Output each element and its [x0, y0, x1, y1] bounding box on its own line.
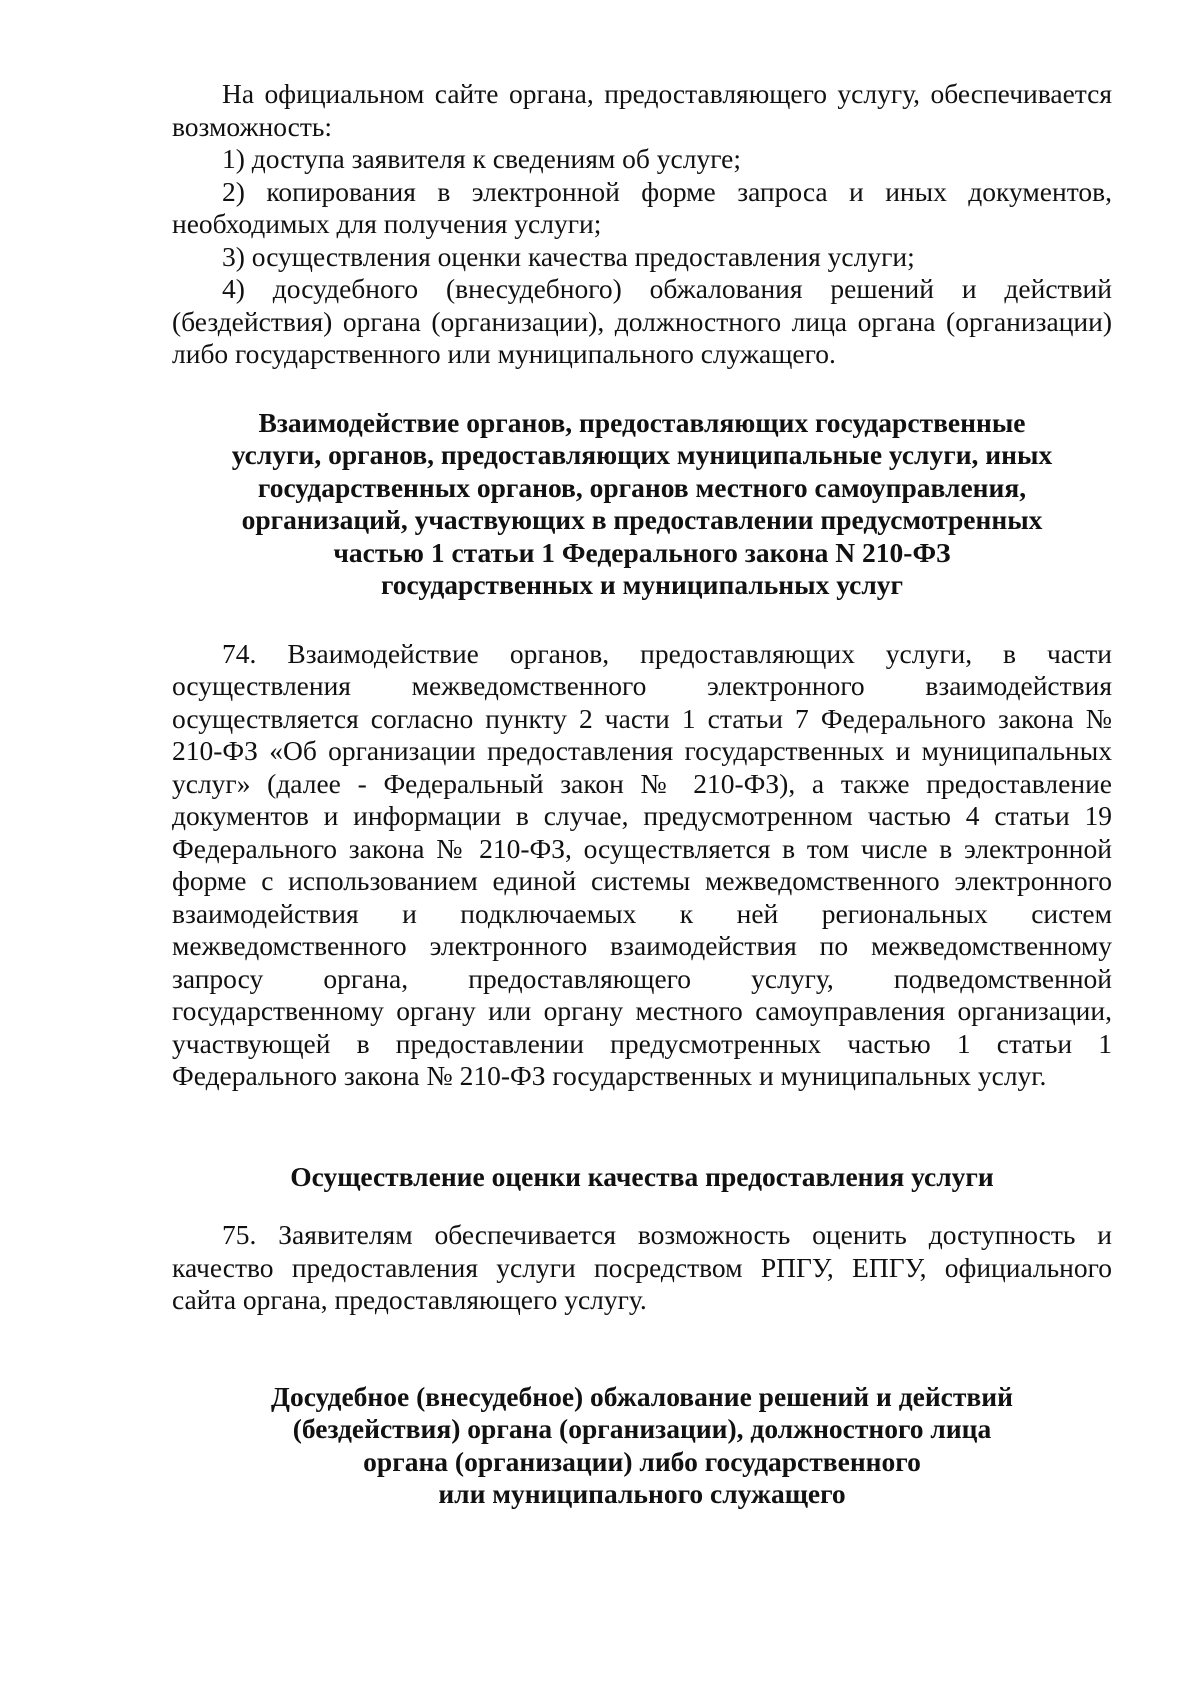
heading-line: (бездействия) органа (организации), должностного лица [292, 1413, 992, 1444]
intro-lead: На официальном сайте органа, предоставляющего услугу, обеспечивается возможность: [172, 78, 1112, 142]
section-heading-interaction [172, 407, 1112, 602]
heading-line: или муниципального служащего [438, 1478, 846, 1509]
paragraph-74: 74. Взаимодействие органов, предоставляющих услуги, в части осуществления межведомственного электронного взаимодействия осуществляется согласно пункту 2 части 1 статьи 7 Федерального закона № 210-ФЗ «Об организации предоставления государственных и муниципальных услуг» (далее - Федеральный закон № 210-ФЗ), а также предоставление документов и информации в случае, предусмотренном частью 4 статьи 19 Федерального закона № 210-ФЗ, осуществляется в том числе в электронной форме с использованием единой системы межведомственного электронного взаимодействия и подключаемых к ней региональных систем межведомственного электронного взаимодействия по межведомственному запросу органа, предоставляющего услугу, подведомственной государственному органу или органу местного самоуправления организации, участвующей в предоставлении предусмотренных частью 1 статьи 1 Федерального закона № 210-ФЗ государственных и муниципальных услуг. [172, 637, 1112, 1091]
heading-line: Досудебное (внесудебное) обжалование решений и действий [271, 1380, 1013, 1412]
heading-line: услуги, органов, предоставляющих муниципальные услуги, иных [231, 439, 1053, 470]
intro-item-2: 2) копирования в электронной форме запроса и иных документов, необходимых для получения услуги; [172, 175, 1112, 239]
heading-line: государственных и муниципальных услуг [380, 569, 904, 600]
heading-line: организаций, участвующих в предоставлении предусмотренных [241, 504, 1043, 535]
intro-item-4: 4) досудебного (внесудебного) обжалования решений и действий (бездействия) органа (организации), должностного лица органа (организации) либо государственного или муниципального служащего. [172, 273, 1112, 369]
heading-line: органа (организации) либо государственного [363, 1445, 921, 1477]
heading-line: государственных органов, органов местного самоуправления, [257, 471, 1027, 503]
paragraph-75: 75. Заявителям обеспечивается возможность оценить доступность и качество предоставления услуги посредством РПГУ, ЕПГУ, официального сайта органа, предоставляющего услугу. [172, 1219, 1112, 1315]
heading-line: Взаимодействие органов, предоставляющих государственные [258, 406, 1026, 438]
intro-item-3: 3) осуществления оценки качества предоставления услуги; [222, 240, 915, 272]
document-page [172, 78, 1112, 1511]
heading-line: частью 1 статьи 1 Федерального закона N 210-ФЗ [333, 536, 951, 568]
section-heading-appeal [172, 1381, 1112, 1511]
section-heading-quality [172, 1161, 1112, 1194]
intro-item-1: 1) доступа заявителя к сведениям об услуге; [222, 143, 741, 174]
heading-line: Осуществление оценки качества предоставления услуги [290, 1160, 994, 1192]
